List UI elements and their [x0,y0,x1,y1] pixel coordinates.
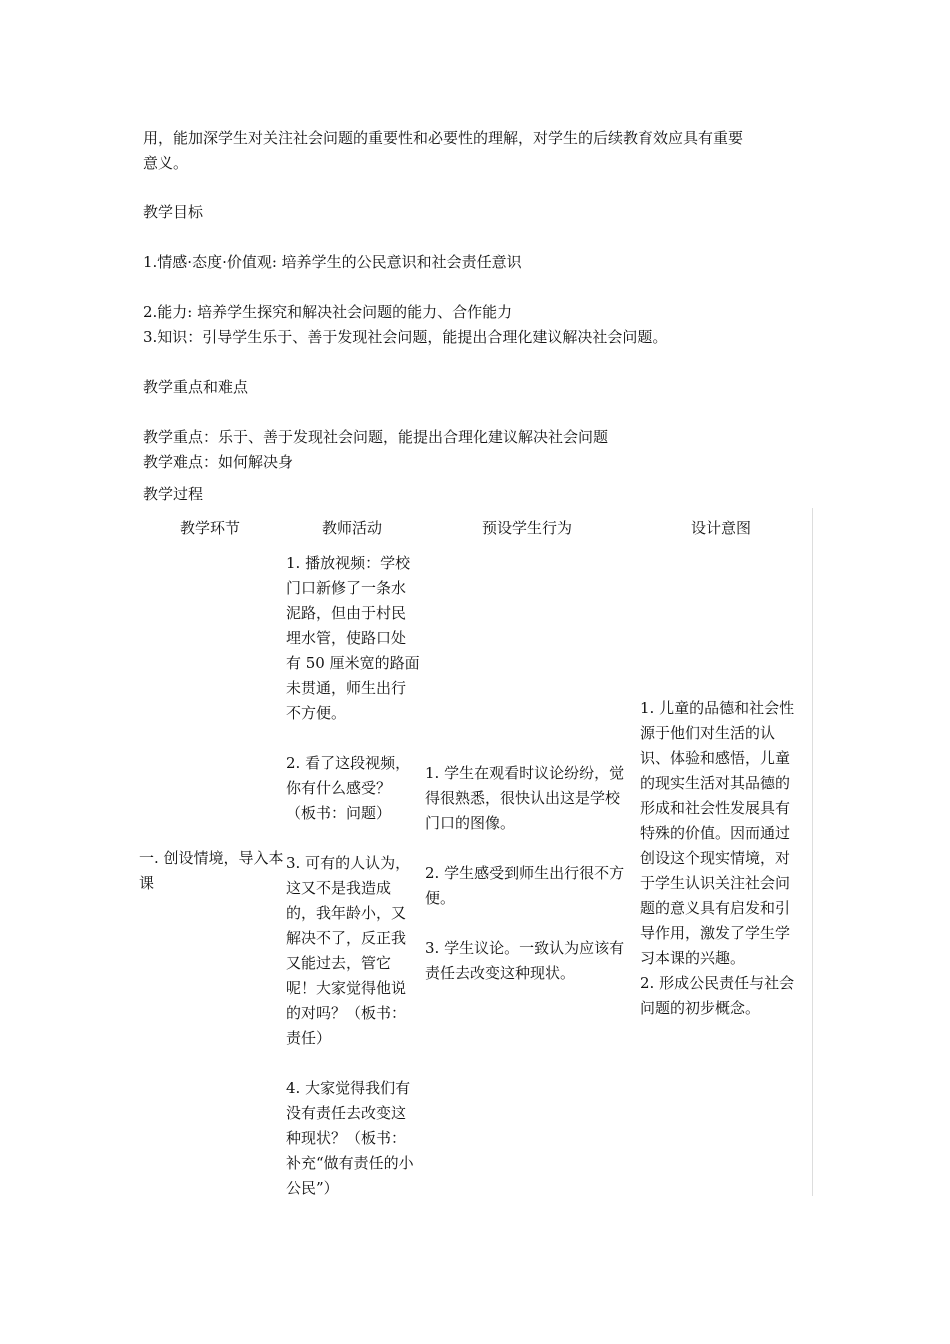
goal-item-3: 3.知识：引导学生乐于、善于发现社会问题，能提出合理化建议解决社会问题。 [143,328,668,346]
table-right-border [812,508,813,1196]
table-header-intent: 设计意图 [690,519,751,537]
focus-difficulty: 教学难点：如何解决身 [143,453,294,471]
table-cell-intent: 1. 儿童的品德和社会性源于他们对生活的认识、体验和感悟，儿童的现实生活对其品德的形成和社会性发展具有特殊的价值。因而通过创设这个现实情境，对于学生认识关注社会问题的意义具有启发和引导作用，激发了学生学习本课的兴趣。 2. 形成公民责任与社会问题的初步概念。 [640,699,795,1017]
table-header-stage: 教学环节 [179,519,240,537]
table-cell-teacher: 1. 播放视频：学校门口新修了一条水泥路，但由于村民埋水管，使路口处有 50 厘米宽的路面未贯通，师生出行不方便。 2. 看了这段视频，你有什么感受？（板书：问题） 3. 可有的人认为，这又不是我造成的，我年龄小，又解决不了，反正我又能过去，管它呢！大家觉得他说的对吗？（板书：责任） 4. 大家觉得我们有没有责任去改变这种现状？（板书：补充“做有责任的小公民”） [286,554,420,1197]
table-header-teacher: 教师活动 [321,519,382,537]
process-heading: 教学过程 [143,485,204,503]
intro-text-line2: 意义。 [143,154,189,172]
table-cell-student: 1. 学生在观看时议论纷纷，觉得很熟悉，很快认出这是学校门口的图像。 2. 学生感受到师生出行很不方便。 3. 学生议论。一致认为应该有责任去改变这种现状。 [425,764,625,982]
focus-heading: 教学重点和难点 [143,378,249,396]
goal-item-1: 1.情感·态度·价值观: 培养学生的公民意识和社会责任意识 [143,253,522,271]
goal-item-2: 2.能力: 培养学生探究和解决社会问题的能力、合作能力 [143,303,513,321]
intro-text-line1: 用，能加深学生对关注社会问题的重要性和必要性的理解，对学生的后续教育效应具有重要 [143,129,744,147]
goals-heading: 教学目标 [143,203,204,221]
table-header-student: 预设学生行为 [481,519,572,537]
focus-key-point: 教学重点：乐于、善于发现社会问题，能提出合理化建议解决社会问题 [143,428,609,446]
table-cell-stage: 一. 创设情境，导入本课 [139,849,284,892]
